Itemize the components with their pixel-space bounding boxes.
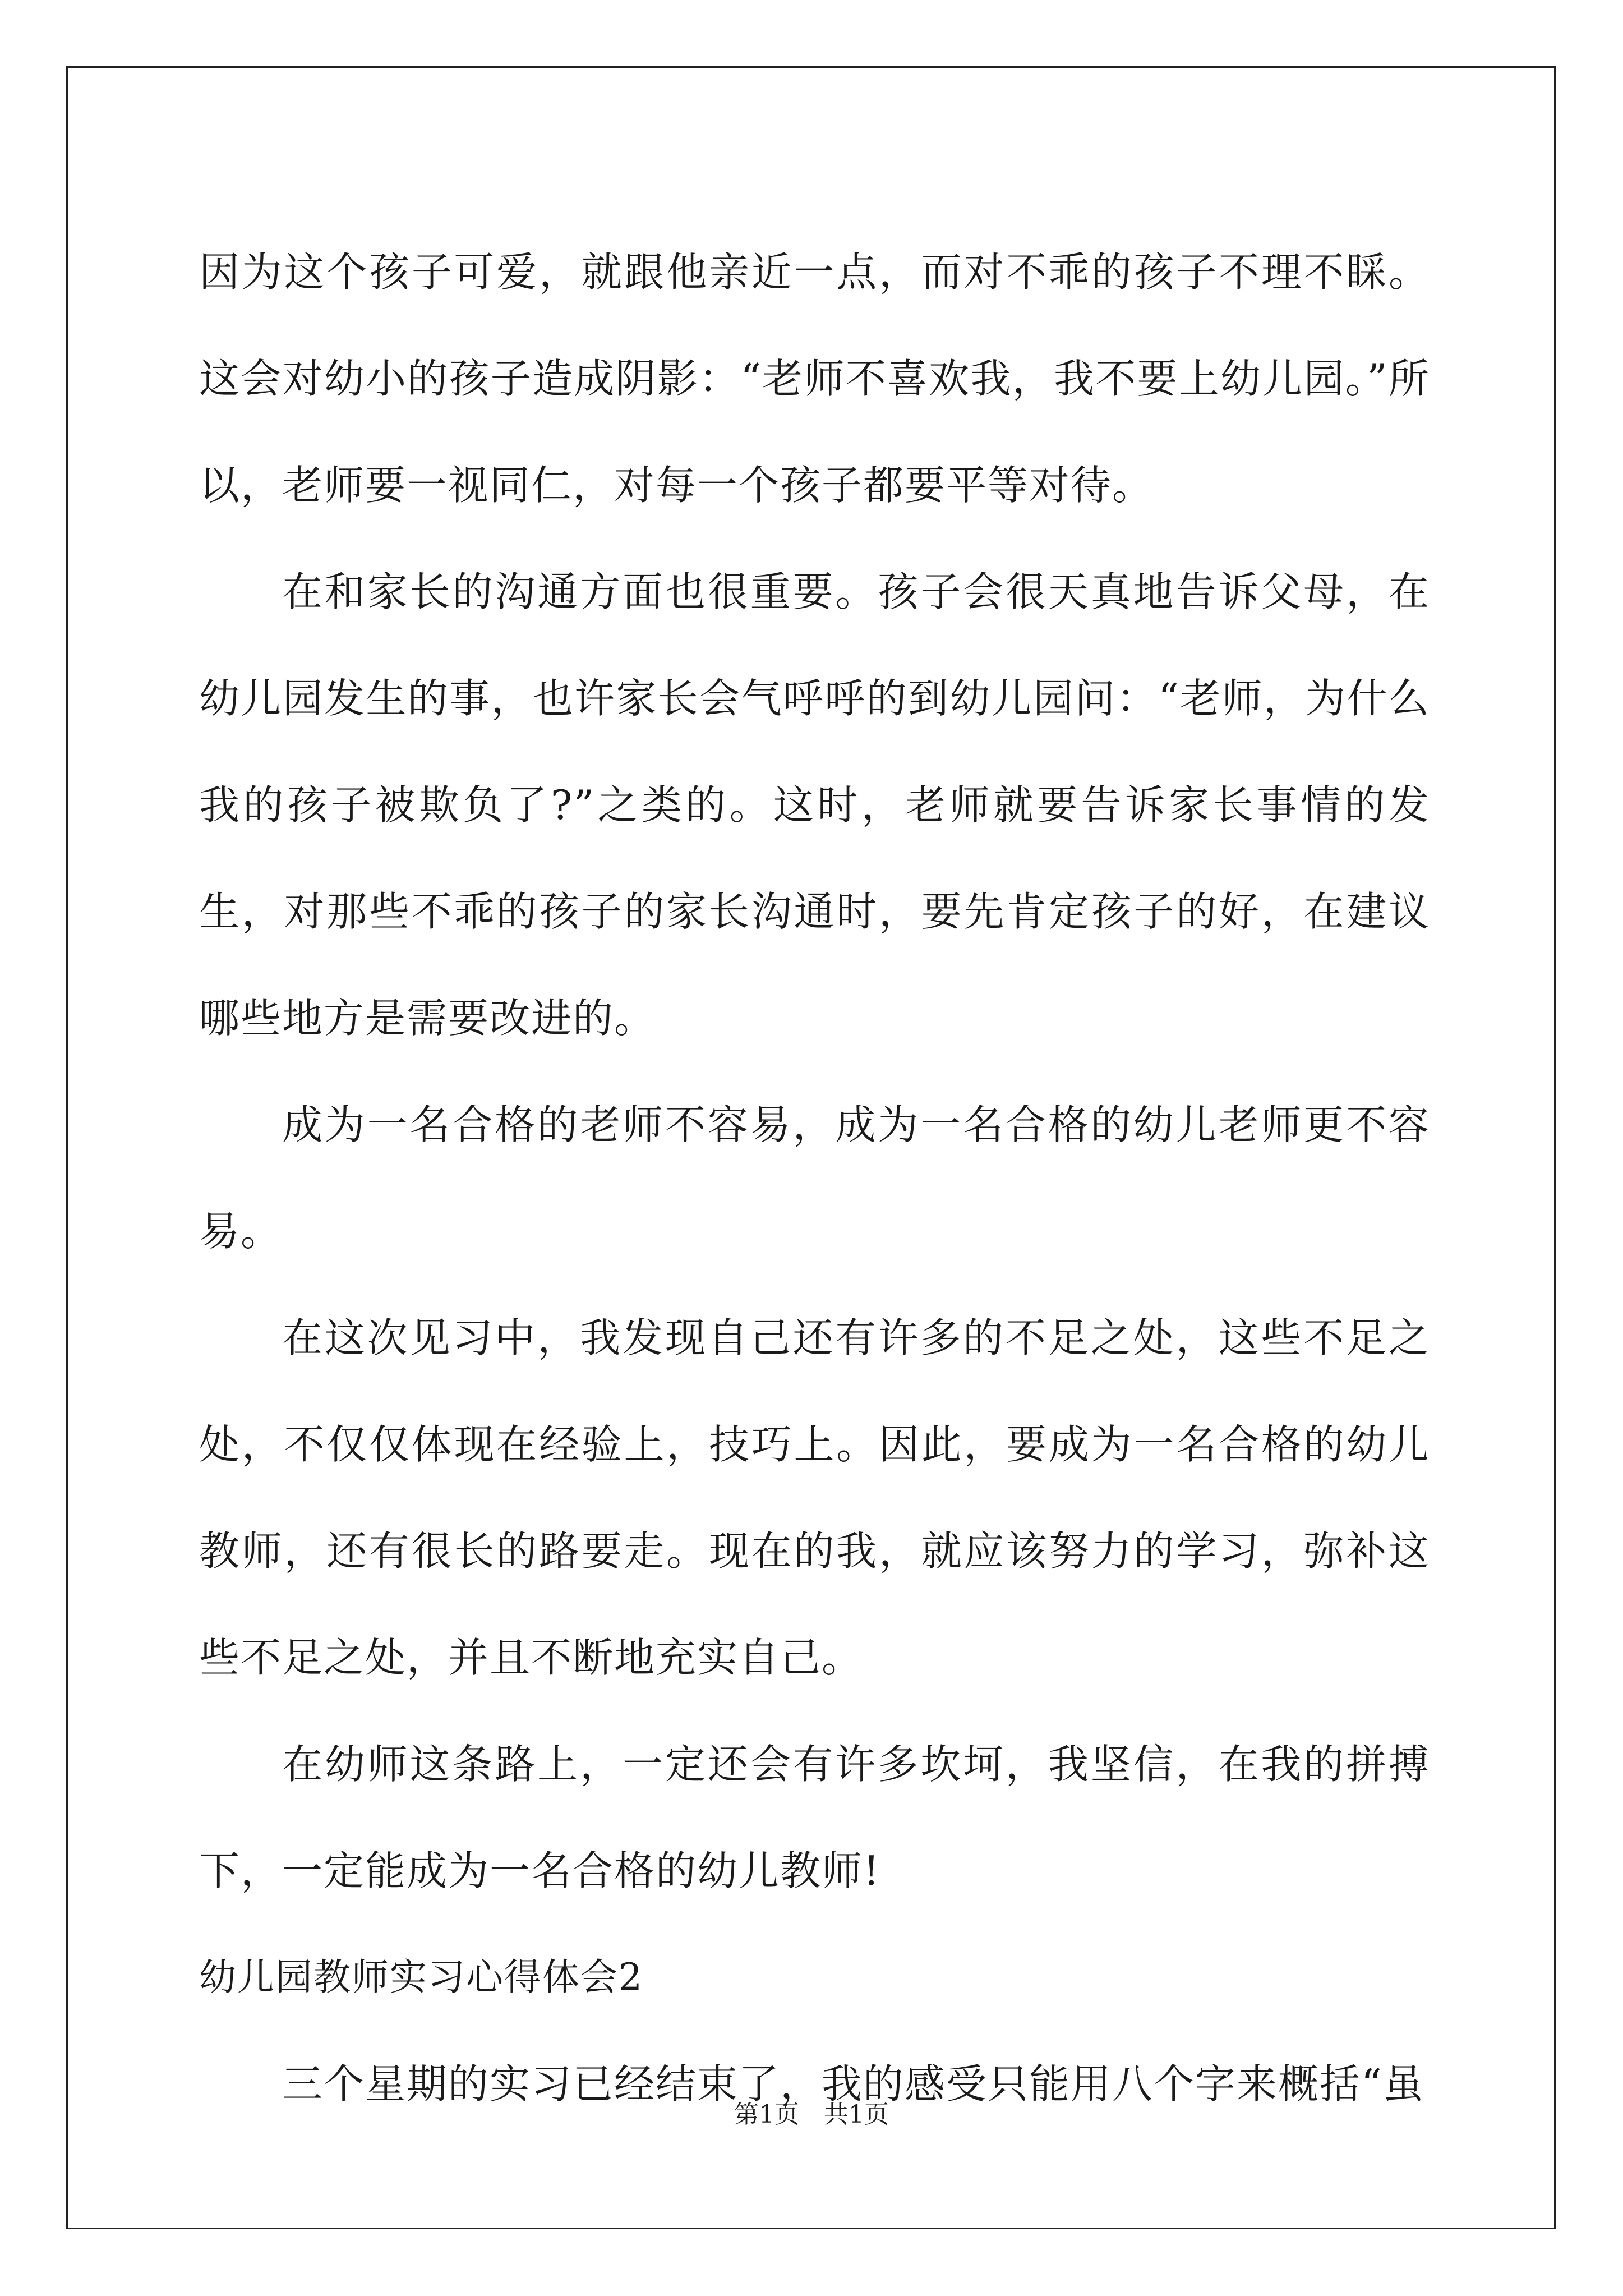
paragraph: 在幼师这条路上，一定还会有许多坎坷，我坚信，在我的拼搏下，一定能成为一名合格的幼儿教师!: [199, 1741, 1430, 1894]
page-footer: 第1页 共1页: [734, 2100, 889, 2129]
document-body: [199, 219, 1430, 2137]
paragraph: 在这次见习中，我发现自己还有许多的不足之处，这些不足之处，不仅仅体现在经验上，技巧上。因此，要成为一名合格的幼儿教师，还有很长的路要走。现在的我，就应该努力的学习，弥补这些不足之处，并且不断地充实自己。: [199, 1314, 1430, 1681]
section-heading: 幼儿园教师实习心得体会2: [199, 1955, 643, 1999]
paragraph: 在和家长的沟通方面也很重要。孩子会很天真地告诉父母，在幼儿园发生的事，也许家长会气呼呼的到幼儿园问：“老师，为什么我的孩子被欺负了?”之类的。这时，老师就要告诉家长事情的发生，对那些不乖的孩子的家长沟通时，要先肯定孩子的好，在建议哪些地方是需要改进的。: [199, 568, 1430, 1042]
paragraph: 因为这个孩子可爱，就跟他亲近一点，而对不乖的孩子不理不睬。这会对幼小的孩子造成阴影：“老师不喜欢我，我不要上幼儿园。”所以，老师要一视同仁，对每一个孩子都要平等对待。: [199, 249, 1430, 509]
paragraph: 三个星期的实习已经结束了，我的感受只能用八个字来概括“虽: [282, 2060, 1424, 2108]
paragraph: 成为一名合格的老师不容易，成为一名合格的幼儿老师更不容易。: [199, 1101, 1430, 1255]
